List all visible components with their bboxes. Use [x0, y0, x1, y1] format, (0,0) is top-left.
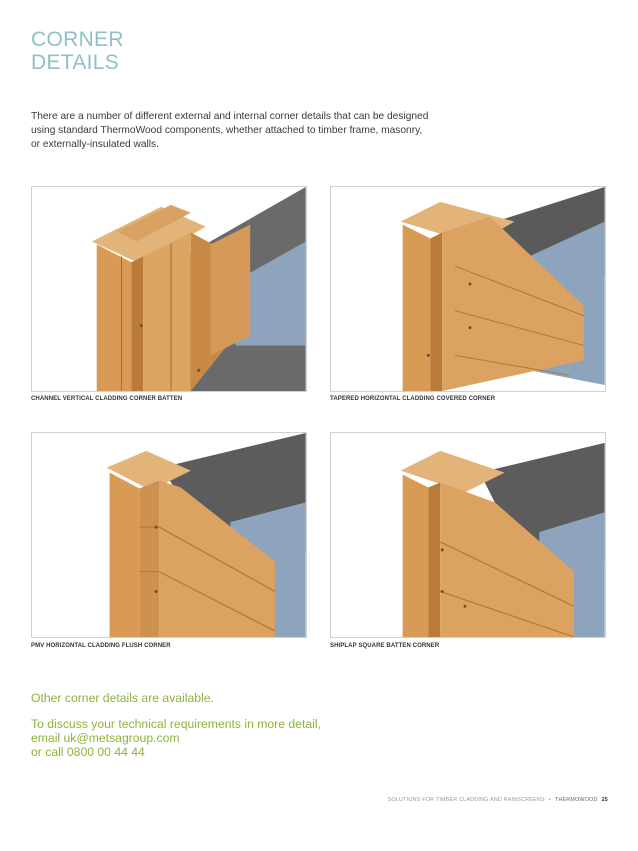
caption-tapered-horizontal: TAPERED HORIZONTAL CLADDING COVERED CORNER	[330, 396, 496, 402]
tapered-horizontal-corner-illustration	[331, 187, 605, 391]
page-footer	[388, 797, 608, 803]
pmv-horizontal-corner-illustration	[32, 433, 306, 637]
figure-channel-vertical	[31, 186, 307, 392]
figure-tapered-horizontal	[330, 186, 606, 392]
contact-block	[31, 691, 321, 759]
title-line-1: CORNER	[31, 28, 124, 51]
discuss-text: To discuss your technical requirements in more detail,	[31, 717, 321, 731]
figure-pmv-horizontal	[31, 432, 307, 638]
page-number: 25	[601, 797, 608, 803]
caption-channel-vertical: CHANNEL VERTICAL CLADDING CORNER BATTEN	[31, 396, 183, 402]
caption-shiplap-square: SHIPLAP SQUARE BATTEN CORNER	[330, 643, 440, 649]
email-text[interactable]: email uk@metsagroup.com	[31, 731, 180, 745]
footer-text: SOLUTIONS FOR TIMBER CLADDING AND RAINSCREENS	[387, 797, 545, 803]
figure-shiplap-square	[330, 432, 606, 638]
other-details-text: Other corner details are available.	[31, 691, 214, 705]
channel-vertical-corner-illustration	[32, 187, 306, 391]
footer-separator: •	[548, 797, 551, 803]
intro-paragraph: There are a number of different external and internal corner details that can be designed using standard ThermoWood components, whether attached to timber frame, masonry, or externally-insulated walls.	[31, 111, 429, 150]
caption-pmv-horizontal: PMV HORIZONTAL CLADDING FLUSH CORNER	[31, 643, 171, 649]
footer-brand: THERMOWOOD	[554, 797, 598, 803]
page-title	[31, 28, 124, 74]
phone-text[interactable]: or call 0800 00 44 44	[31, 745, 145, 759]
shiplap-square-corner-illustration	[331, 433, 605, 637]
title-line-2: DETAILS	[31, 51, 120, 74]
